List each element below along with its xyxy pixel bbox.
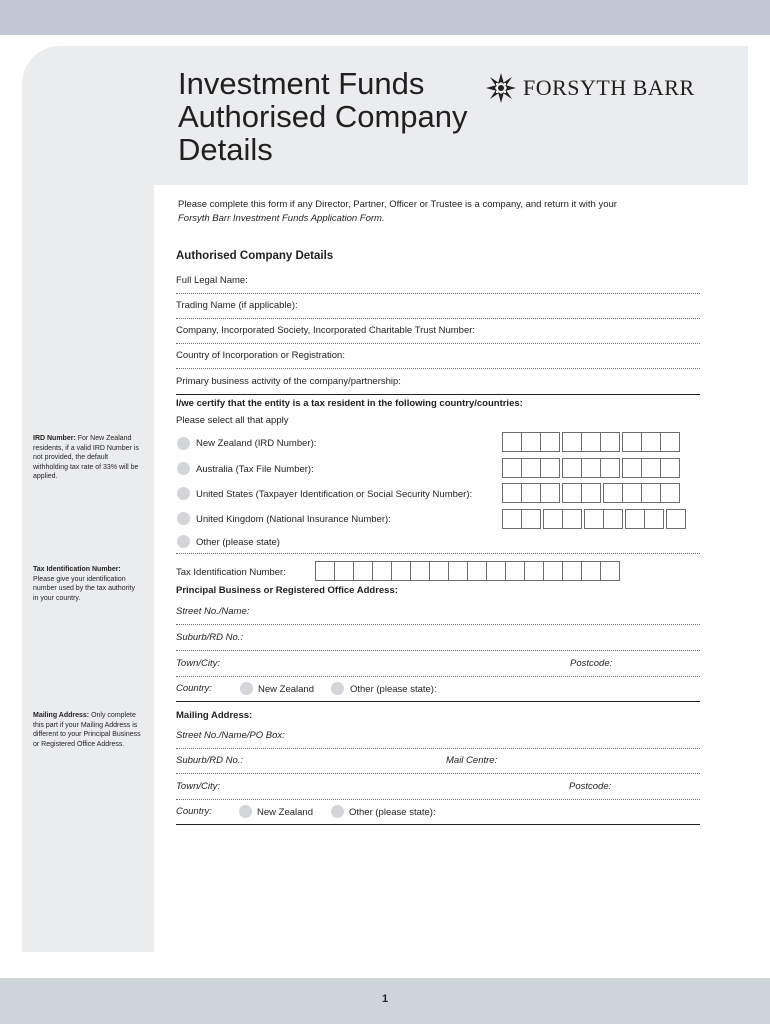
digit-box[interactable] (625, 509, 645, 529)
ird-note-title: IRD Number: (33, 435, 76, 442)
logo-star-icon (485, 72, 517, 104)
uk-option-label: United Kingdom (National Insurance Number): (196, 514, 391, 525)
trading-name-field[interactable]: Trading Name (if applicable): (176, 300, 700, 319)
mailing-postcode-label: Postcode: (569, 781, 612, 792)
digit-box[interactable] (584, 509, 604, 529)
uk-radio[interactable] (177, 512, 190, 525)
digit-box[interactable] (521, 432, 541, 452)
nz-radio[interactable] (177, 437, 190, 450)
digit-box[interactable] (540, 432, 560, 452)
tin-note (33, 565, 141, 603)
digit-box[interactable] (581, 561, 601, 581)
digit-box[interactable] (521, 458, 541, 478)
other-option-label: Other (please state) (196, 537, 280, 548)
tin-note-title: Tax Identification Number: (33, 566, 121, 573)
mailing-note (33, 711, 141, 749)
digit-box[interactable] (622, 458, 642, 478)
logo-text: FORSYTH BARR (523, 75, 695, 100)
us-radio[interactable] (177, 487, 190, 500)
tfn-boxes[interactable] (503, 458, 680, 478)
select-all-text: Please select all that apply (176, 415, 289, 426)
digit-box[interactable] (502, 483, 522, 503)
primary-activity-field[interactable]: Primary business activity of the company/partnership: (176, 376, 700, 395)
mailing-suburb-field[interactable]: Suburb/RD No.: (176, 755, 700, 774)
principal-suburb-field[interactable]: Suburb/RD No.: (176, 632, 700, 651)
tin-note-text: Please give your identification number used by the tax authority in your country. (33, 575, 135, 602)
digit-box[interactable] (562, 561, 582, 581)
mailing-street-field[interactable]: Street No./Name/PO Box: (176, 730, 700, 749)
digit-box[interactable] (660, 458, 680, 478)
digit-box[interactable] (581, 458, 601, 478)
digit-box[interactable] (600, 432, 620, 452)
other-divider (176, 553, 700, 554)
mailing-section-title: Mailing Address: (176, 710, 253, 721)
principal-nz-radio[interactable] (240, 682, 253, 695)
digit-box[interactable] (391, 561, 411, 581)
au-option-label: Australia (Tax File Number): (196, 464, 314, 475)
intro-line-1: Please complete this form if any Director, Partner, Officer or Trustee is a company, and return it with your (178, 199, 617, 210)
digit-box[interactable] (448, 561, 468, 581)
ird-number-boxes[interactable] (503, 432, 680, 452)
mailing-other-radio[interactable] (331, 805, 344, 818)
principal-section-title: Principal Business or Registered Office Address: (176, 585, 398, 596)
principal-other-radio[interactable] (331, 682, 344, 695)
mail-centre-label: Mail Centre: (446, 755, 498, 766)
digit-box[interactable] (562, 458, 582, 478)
principal-postcode-label: Postcode: (570, 658, 613, 669)
ird-note-text: For New Zealand residents, if a valid IRD Number is not provided, the default withholding tax rate of 33% will be applied. (33, 435, 139, 480)
digit-box[interactable] (562, 432, 582, 452)
digit-box[interactable] (603, 509, 623, 529)
mailing-note-text: Only complete this part if your Mailing Address is different to your Principal Business or Registered Office Address. (33, 712, 141, 748)
mailing-country-label: Country: (176, 806, 212, 817)
mailing-nz-label: New Zealand (257, 807, 313, 818)
page-number: 1 (381, 993, 389, 1005)
digit-box[interactable] (521, 509, 541, 529)
digit-box[interactable] (562, 509, 582, 529)
top-bar (0, 0, 770, 35)
digit-box[interactable] (641, 432, 661, 452)
digit-box[interactable] (467, 561, 487, 581)
mailing-nz-radio[interactable] (239, 805, 252, 818)
digit-box[interactable] (429, 561, 449, 581)
sidebar (22, 46, 154, 952)
ssn-boxes[interactable] (503, 483, 680, 503)
digit-box[interactable] (622, 432, 642, 452)
other-country-radio[interactable] (177, 535, 190, 548)
page-title: Investment Funds Authorised Company Details (178, 66, 468, 167)
principal-nz-label: New Zealand (258, 684, 314, 695)
digit-box[interactable] (521, 483, 541, 503)
digit-box[interactable] (540, 458, 560, 478)
principal-country-field (176, 683, 700, 702)
nz-option-label: New Zealand (IRD Number): (196, 438, 317, 449)
digit-box[interactable] (334, 561, 354, 581)
digit-box[interactable] (315, 561, 335, 581)
digit-box[interactable] (660, 483, 680, 503)
digit-box[interactable] (600, 458, 620, 478)
digit-box[interactable] (644, 509, 664, 529)
digit-box[interactable] (502, 458, 522, 478)
country-incorporation-field[interactable]: Country of Incorporation or Registration: (176, 350, 700, 369)
company-number-field[interactable]: Company, Incorporated Society, Incorporated Charitable Trust Number: (176, 325, 700, 344)
digit-box[interactable] (410, 561, 430, 581)
digit-box[interactable] (666, 509, 686, 529)
digit-box[interactable] (540, 483, 560, 503)
us-option-label: United States (Taxpayer Identification or Social Security Number): (196, 489, 473, 500)
ird-note (33, 434, 141, 482)
digit-box[interactable] (581, 483, 601, 503)
digit-box[interactable] (622, 483, 642, 503)
ni-number-boxes[interactable] (503, 509, 686, 529)
mailing-town-field[interactable]: Town/City: (176, 781, 700, 800)
digit-box[interactable] (600, 561, 620, 581)
digit-box[interactable] (524, 561, 544, 581)
intro-line-2: Forsyth Barr Investment Funds Application Form. (178, 213, 385, 224)
mailing-country-field (176, 806, 700, 825)
mailing-other-label: Other (please state): (349, 807, 436, 818)
forsyth-barr-logo (485, 72, 695, 104)
digit-box[interactable] (603, 483, 623, 503)
digit-box[interactable] (581, 432, 601, 452)
digit-box[interactable] (641, 483, 661, 503)
principal-town-field[interactable]: Town/City: (176, 658, 700, 677)
digit-box[interactable] (505, 561, 525, 581)
tax-certify-heading: I/we certify that the entity is a tax resident in the following country/countries: (176, 398, 523, 409)
principal-street-field[interactable]: Street No./Name: (176, 606, 700, 625)
digit-box[interactable] (641, 458, 661, 478)
principal-country-label: Country: (176, 683, 212, 694)
au-radio[interactable] (177, 462, 190, 475)
principal-other-label: Other (please state): (350, 684, 437, 695)
digit-box[interactable] (502, 432, 522, 452)
digit-box[interactable] (543, 561, 563, 581)
digit-box[interactable] (353, 561, 373, 581)
digit-box[interactable] (660, 432, 680, 452)
full-legal-name-field[interactable]: Full Legal Name: (176, 275, 700, 294)
intro-text (178, 198, 703, 226)
digit-box[interactable] (543, 509, 563, 529)
tin-boxes[interactable] (316, 561, 620, 581)
digit-box[interactable] (502, 509, 522, 529)
digit-box[interactable] (372, 561, 392, 581)
digit-box[interactable] (486, 561, 506, 581)
digit-box[interactable] (562, 483, 582, 503)
tin-label: Tax Identification Number: (176, 567, 286, 578)
company-section-title: Authorised Company Details (176, 250, 334, 262)
mailing-note-title: Mailing Address: (33, 712, 90, 719)
